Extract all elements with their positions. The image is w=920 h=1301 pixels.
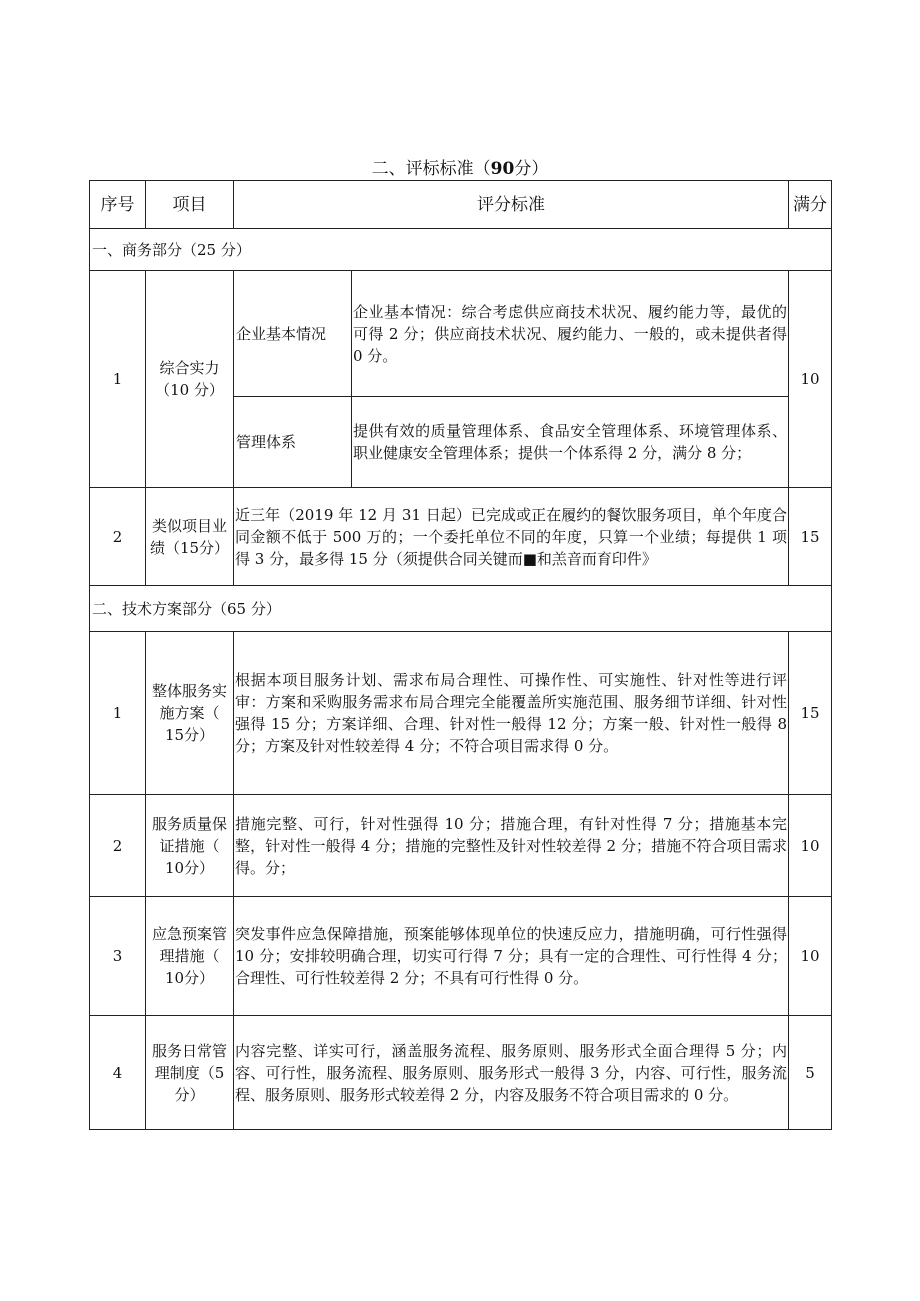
table-row bbox=[90, 897, 832, 1016]
sub-item-criteria: 企业基本情况：综合考虑供应商技术状况、履约能力等，最优的可得 2 分；供应商技术状况、履约能力、一般的，或未提供者得 0 分。 bbox=[352, 271, 789, 397]
row-full-score: 15 bbox=[789, 488, 832, 586]
table-row bbox=[90, 632, 832, 795]
header-criteria: 评分标准 bbox=[234, 181, 789, 229]
row-no: 2 bbox=[90, 488, 146, 586]
table-row bbox=[90, 795, 832, 897]
scoring-table bbox=[89, 180, 832, 1130]
row-item: 类似项目业绩（15分） bbox=[146, 488, 234, 586]
row-item: 服务质量保证措施（ 10分） bbox=[146, 795, 234, 897]
table-row bbox=[90, 1016, 832, 1130]
row-criteria: 近三年（2019 年 12 月 31 日起）已完成或正在履约的餐饮服务项目，单个年度合同金额不低于 500 万的；一个委托单位不同的年度，只算一个业绩；每提供 1 项得 3 分，最多得 15 分（须提供合同关键而■和羔音而育印件》 bbox=[234, 488, 789, 586]
row-criteria: 措施完整、可行，针对性强得 10 分；措施合理，有针对性得 7 分；措施基本完整，针对性一般得 4 分；措施的完整性及针对性较差得 2 分；措施不符合项目需求得。分； bbox=[234, 795, 789, 897]
row-full-score: 10 bbox=[789, 897, 832, 1016]
row-criteria: 根据本项目服务计划、需求布局合理性、可操作性、可实施性、针对性等进行评审：方案和采购服务需求布局合理完全能覆盖所实施范围、服务细节详细、针对性强得 15 分；方案详细、合理、针对性一般得 12 分；方案一般、针对性一般得 8 分；方案及针对性较差得 4 分；不符合项目需求得 0 分。 bbox=[234, 632, 789, 795]
section-row bbox=[90, 586, 832, 632]
sub-item-criteria: 提供有效的质量管理体系、食品安全管理体系、环境管理体系、职业健康安全管理体系；提供一个体系得 2 分，满分 8 分； bbox=[352, 397, 789, 488]
sub-item-name: 企业基本情况 bbox=[234, 271, 352, 397]
sub-item-name: 管理体系 bbox=[234, 397, 352, 488]
table-row bbox=[90, 488, 832, 586]
row-item: 整体服务实施方案（ 15分） bbox=[146, 632, 234, 795]
row-full-score: 10 bbox=[789, 271, 832, 488]
header-full-score: 满分 bbox=[789, 181, 832, 229]
row-no: 4 bbox=[90, 1016, 146, 1130]
section-business: 一、商务部分（25 分） bbox=[90, 229, 832, 271]
row-no: 3 bbox=[90, 897, 146, 1016]
row-item: 服务日常管理制度（5 分） bbox=[146, 1016, 234, 1130]
row-no: 1 bbox=[90, 271, 146, 488]
row-item: 应急预案管理措施（ 10分） bbox=[146, 897, 234, 1016]
row-criteria: 内容完整、详实可行，涵盖服务流程、服务原则、服务形式全面合理得 5 分；内容、可行性，服务流程、服务原则、服务形式一般得 3 分，内容、可行性，服务流程、服务原则、服务形式较差得 2 分，内容及服务不符合项目需求的 0 分。 bbox=[234, 1016, 789, 1130]
header-item: 项目 bbox=[146, 181, 234, 229]
page-title: 二、评标标准（90分） bbox=[371, 159, 549, 179]
row-full-score: 15 bbox=[789, 632, 832, 795]
row-criteria: 突发事件应急保障措施，预案能够体现单位的快速反应力，措施明确，可行性强得 10 分；安排较明确合理，切实可行得 7 分；具有一定的合理性、可行性得 4 分；合理性、可行性较差得 2 分；不具有可行性得 0 分。 bbox=[234, 897, 789, 1016]
total-score: 90 bbox=[490, 159, 515, 179]
table-row bbox=[90, 271, 832, 397]
section-row bbox=[90, 229, 832, 271]
row-item: 综合实力（10 分） bbox=[146, 271, 234, 488]
section-technical: 二、技术方案部分（65 分） bbox=[90, 586, 832, 632]
row-full-score: 10 bbox=[789, 795, 832, 897]
header-no: 序号 bbox=[90, 181, 146, 229]
row-full-score: 5 bbox=[789, 1016, 832, 1130]
row-no: 2 bbox=[90, 795, 146, 897]
row-no: 1 bbox=[90, 632, 146, 795]
table-header-row bbox=[90, 181, 832, 229]
